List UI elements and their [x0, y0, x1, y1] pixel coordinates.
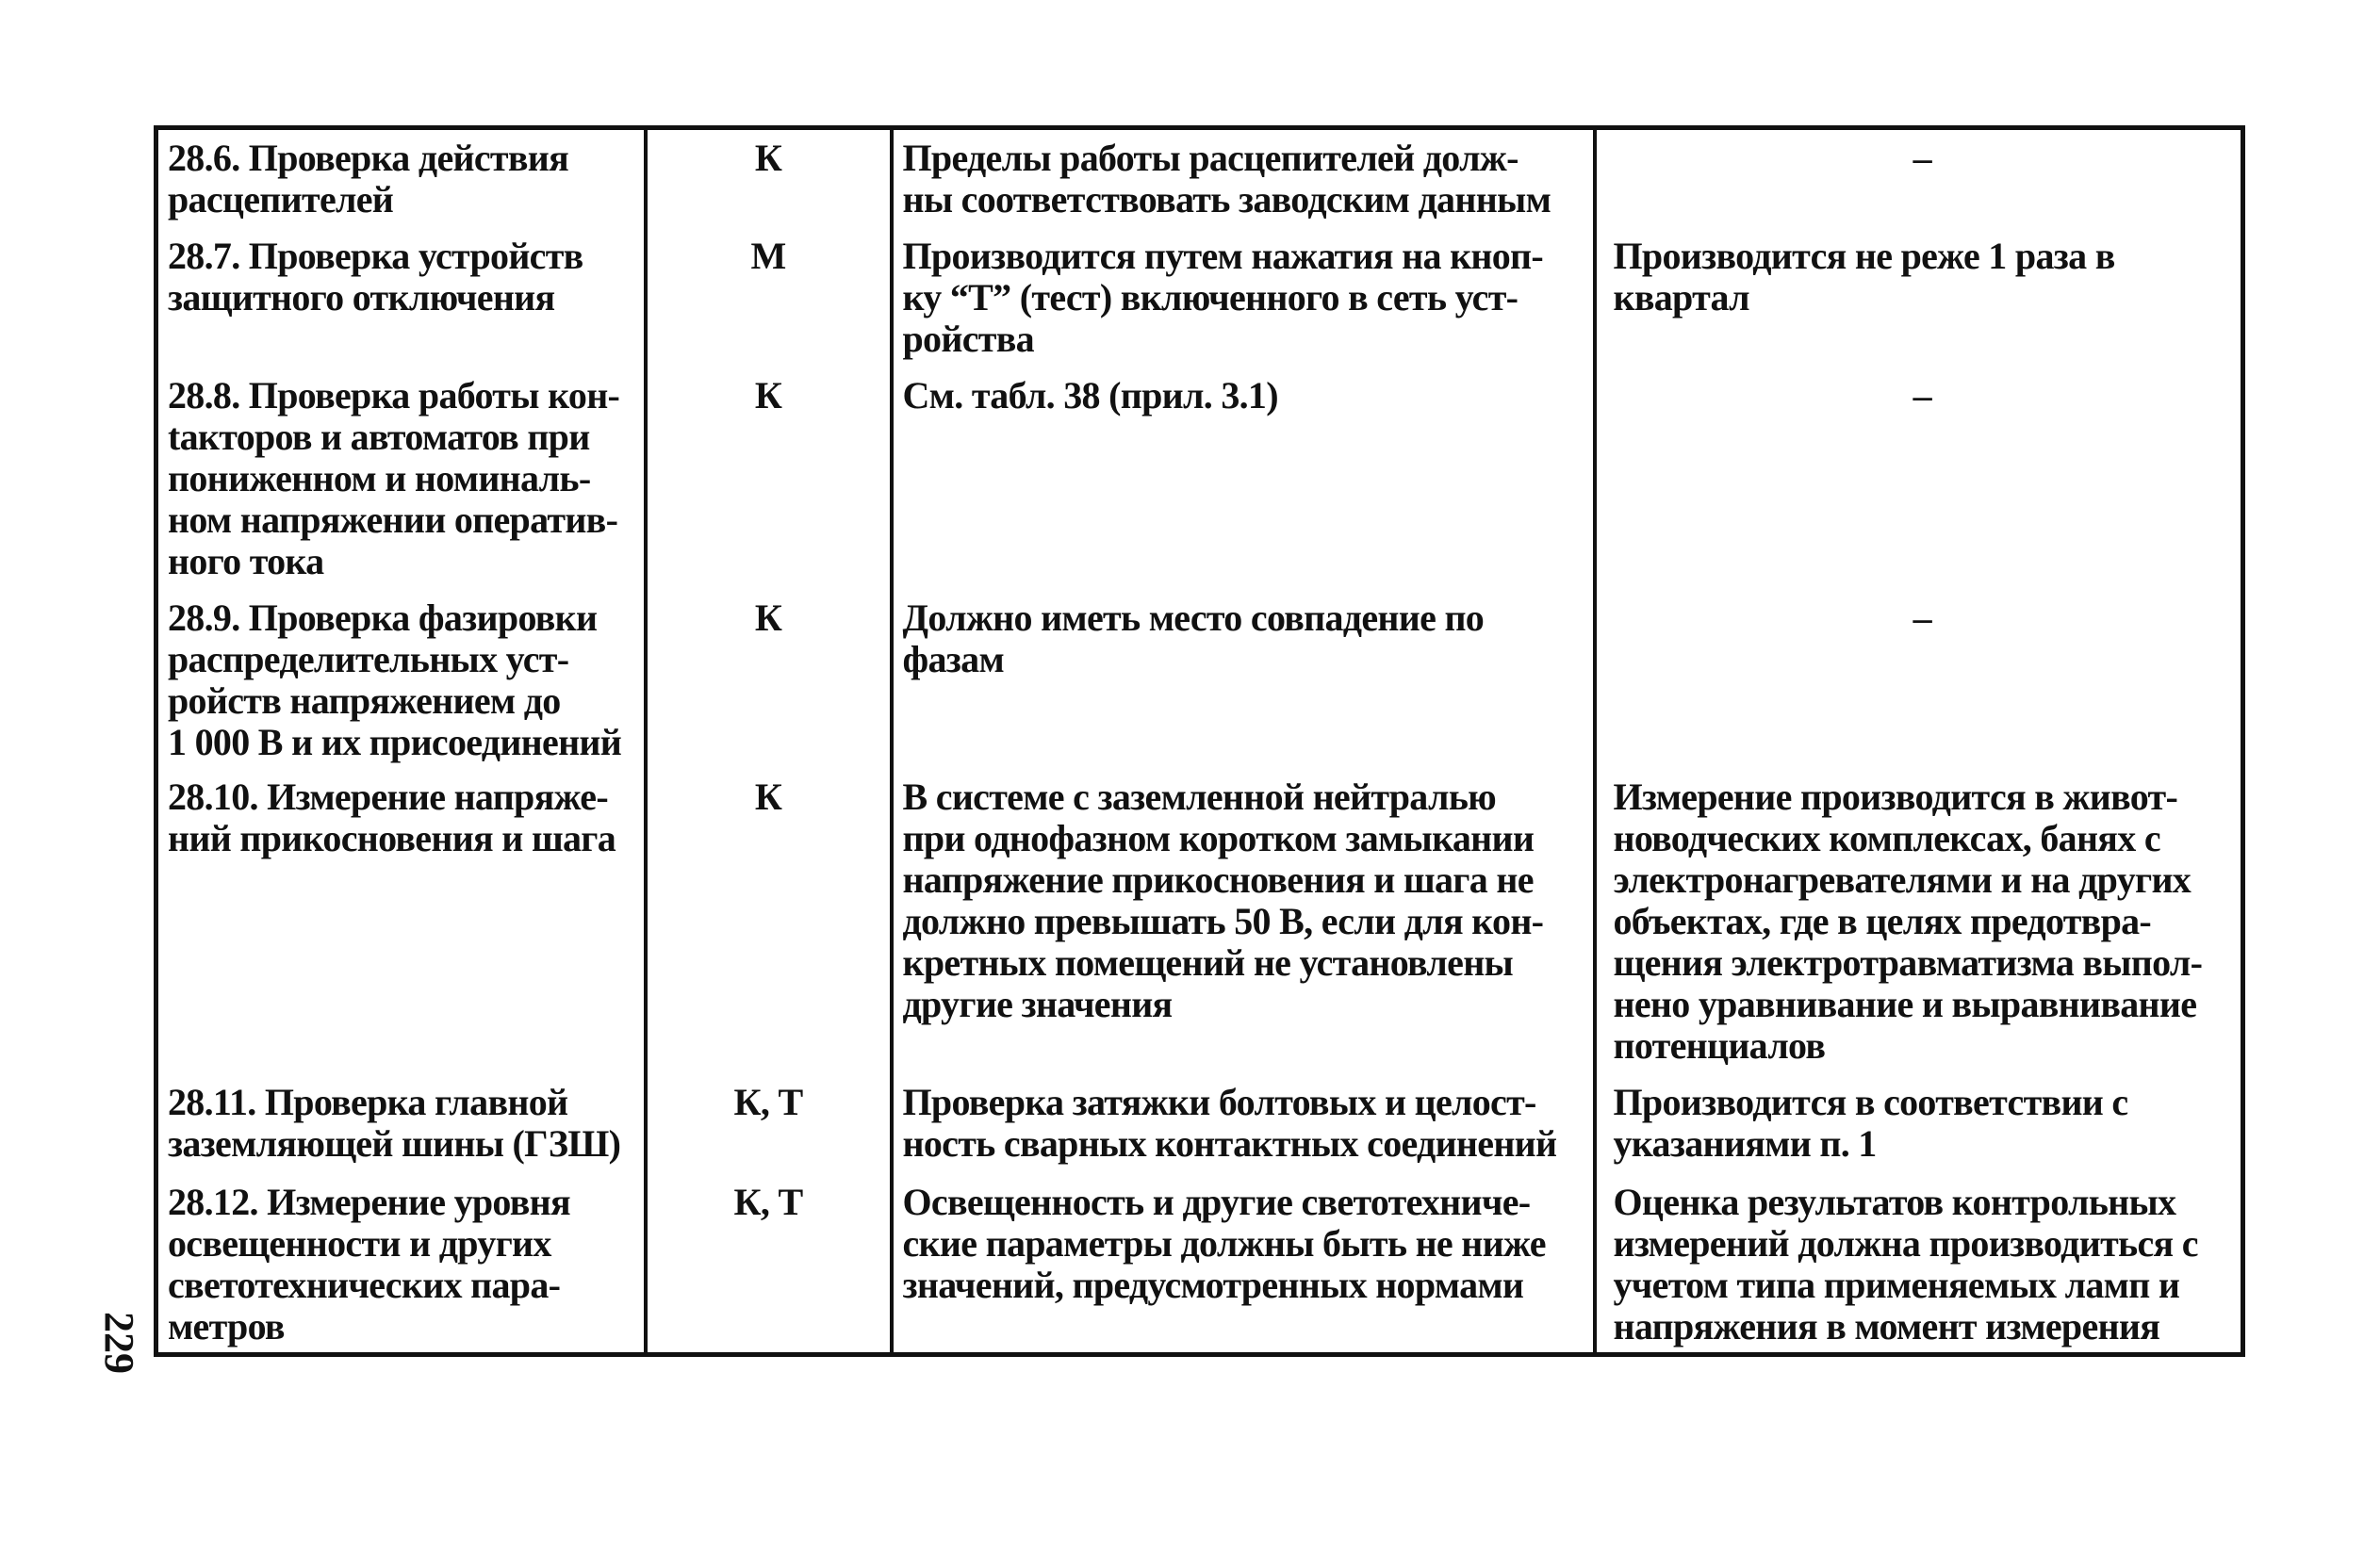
table-row — [156, 368, 2243, 590]
test-type-cell: К — [646, 590, 892, 769]
norm-cell: См. табл. 38 (прил. 3.1) — [892, 368, 1595, 590]
table-row — [156, 590, 2243, 769]
check-name-cell: 28.7. Проверка устройств защитного отключения — [156, 228, 646, 368]
note-cell: – — [1595, 368, 2243, 590]
test-type-cell: К — [646, 769, 892, 1074]
check-name-cell: 28.9. Проверка фазировки распределительных уст- ройств напряжением до 1 000 В и их присоединений — [156, 590, 646, 769]
check-name-cell: 28.11. Проверка главной заземляющей шины (ГЗШ) — [156, 1074, 646, 1174]
norm-cell: Производится путем нажатия на кноп- ку “Т” (тест) включенного в сеть уст- ройства — [892, 228, 1595, 368]
requirements-table — [154, 125, 2245, 1357]
check-name-cell: 28.6. Проверка действия расцепителей — [156, 128, 646, 228]
table-row — [156, 128, 2243, 228]
note-cell: Производится не реже 1 раза в квартал — [1595, 228, 2243, 368]
test-type-cell: К — [646, 128, 892, 228]
test-type-cell: К — [646, 368, 892, 590]
note-cell: Измерение производится в живот- новодческих комплексах, банях с электронагревателями и на других объектах, где в целях предотвра- щения электротравматизма выпол- нено уравнивание и выравнивание потенциалов — [1595, 769, 2243, 1074]
note-cell: Оценка результатов контрольных измерений должна производиться с учетом типа применяемых ламп и напряжения в момент измерения — [1595, 1174, 2243, 1355]
table-row — [156, 769, 2243, 1074]
check-name-cell: 28.10. Измерение напряже- ний прикосновения и шага — [156, 769, 646, 1074]
table-row — [156, 1174, 2243, 1355]
norm-cell: В системе с заземленной нейтралью при однофазном коротком замыкании напряжение прикосновения и шага не должно превышать 50 В, если для кон- кретных помещений не установлены другие значения — [892, 769, 1595, 1074]
norm-cell: Пределы работы расцепителей долж- ны соответствовать заводским данным — [892, 128, 1595, 228]
check-name-cell: 28.8. Проверка работы кон- tакторов и автоматов при пониженном и номиналь- ном напряжении оператив- ного тока — [156, 368, 646, 590]
note-cell: Производится в соответствии с указаниями п. 1 — [1595, 1074, 2243, 1174]
norm-cell: Проверка затяжки болтовых и целост- ность сварных контактных соединений — [892, 1074, 1595, 1174]
test-type-cell: К, Т — [646, 1074, 892, 1174]
norm-cell: Освещенность и другие светотехниче- ские параметры должны быть не ниже значений, предусмотренных нормами — [892, 1174, 1595, 1355]
norm-cell: Должно иметь место совпадение по фазам — [892, 590, 1595, 769]
page-number: 229 — [96, 1312, 142, 1374]
test-type-cell: М — [646, 228, 892, 368]
test-type-cell: К, Т — [646, 1174, 892, 1355]
table-row — [156, 1074, 2243, 1174]
note-cell: – — [1595, 128, 2243, 228]
check-name-cell: 28.12. Измерение уровня освещенности и других светотехнических пара- метров — [156, 1174, 646, 1355]
note-cell: – — [1595, 590, 2243, 769]
table-row — [156, 228, 2243, 368]
